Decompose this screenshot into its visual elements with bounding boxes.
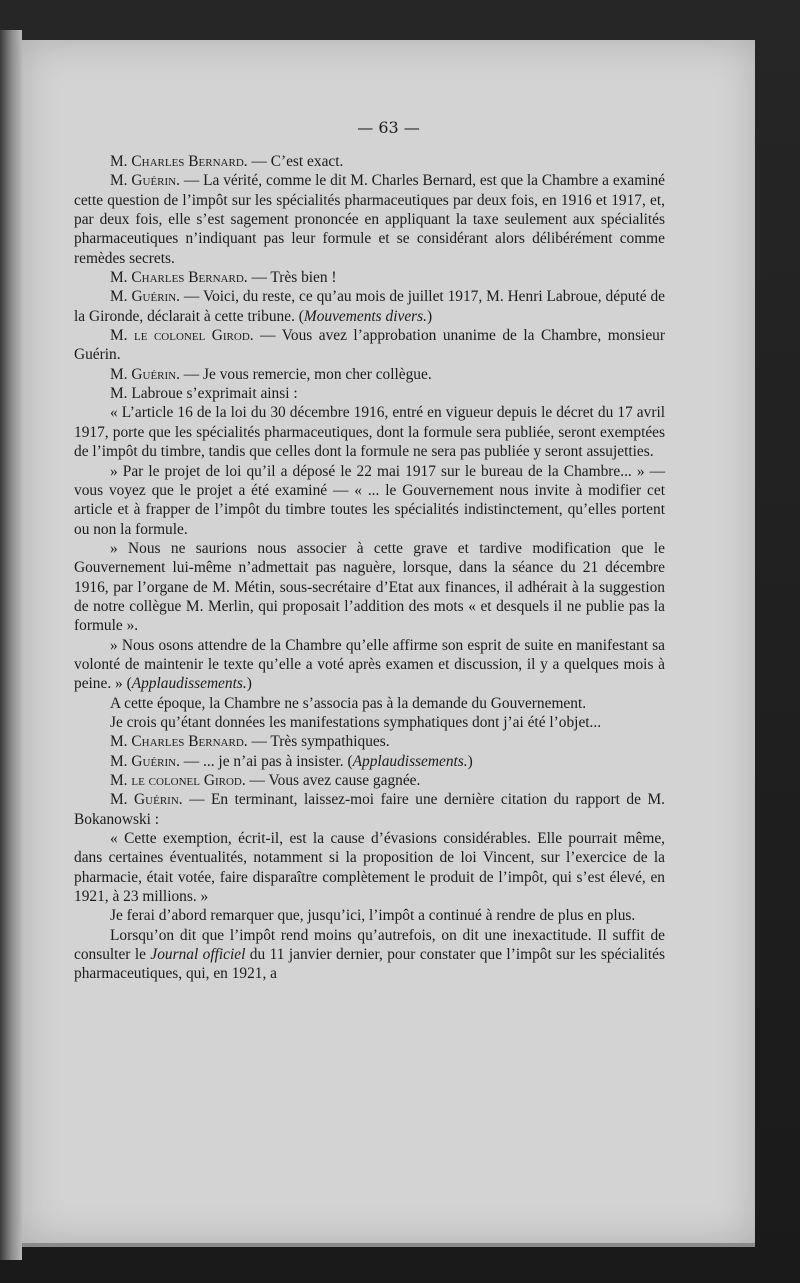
- paragraph-text: » Par le projet de loi qu’il a déposé le 22 mai 1917 sur le bureau de la Chambre... » — vous voyez que le projet a été examiné — « ... le Gouvernement nous invite à modifier cet article et à frapper de l’impôt du timbre toutes les spécialités indistinctement, qu’elles portent ou non la formule.: [74, 462, 665, 538]
- quoted-paragraph: [74, 829, 665, 906]
- quoted-paragraph: [74, 636, 665, 694]
- stage-direction: Applaudissements.: [131, 675, 247, 693]
- paragraph-text: A cette époque, la Chambre ne s’associa pas à la demande du Gouvernement.: [110, 694, 587, 712]
- paragraph-text: — ... je n’ai pas à insister. (: [179, 752, 353, 770]
- paragraph-text: — C’est exact.: [247, 153, 344, 170]
- paragraph-text: « Cette exemption, écrit-il, est la cause d’évasions considérables. Elle pourrait même, dans certaines éventualités, notamment si la proposition de loi Vincent, sur l’exercice de la pharmacie, était votée, faire disparaître complètement le produit de l’impôt, qui s’est élevé, en 1921, à 23 millions. »: [74, 830, 665, 906]
- paragraph-text-end: ): [426, 307, 433, 325]
- paragraph: [74, 365, 665, 384]
- paragraph-text: — Vous avez cause gagnée.: [245, 772, 421, 789]
- paragraph-text: Je ferai d’abord remarquer que, jusqu’ici, l’impôt a continué à rendre de plus en plus.: [110, 907, 636, 925]
- paragraph-text: M. Labroue s’exprimait ainsi :: [110, 385, 298, 403]
- stage-direction: Applaudissements.: [352, 752, 468, 770]
- paragraph: [74, 906, 665, 925]
- paragraph-text-end: ): [246, 675, 252, 693]
- publication-title: Journal officiel: [150, 946, 246, 964]
- paragraph: [74, 268, 665, 287]
- speaker-name: M. le colonel Girod.: [110, 772, 246, 789]
- paragraph-text: » Nous osons attendre de la Chambre qu’elle affirme son esprit de suite en manifestant sa volonté de maintenir le texte qu’elle a voté après examen et discussion, il y a quelques mois à peine. » (: [74, 636, 665, 693]
- paragraph-text: Je crois qu’étant données les manifestations symphatiques dont j’ai été l’objet...: [110, 713, 602, 731]
- paragraph-text: — Très sympathiques.: [247, 733, 390, 751]
- paragraph-text: » Nous ne saurions nous associer à cette grave et tardive modification que le Gouvernement lui-même n’admettait pas naguère, lorsque, dans la séance du 21 décembre 1916, par l’organe de M. Métin, sous-secrétaire d’Etat aux finances, il adhérait à la suggestion de notre collègue M. Merlin, qui proposait l’addition des mots « et desquels il ne publie pas la formule ».: [74, 539, 665, 635]
- paragraph: [74, 713, 665, 732]
- speaker-name: M. Charles Bernard.: [110, 733, 248, 751]
- paragraph: [74, 171, 665, 268]
- document-page: [22, 40, 755, 1243]
- speaker-name: M. Guérin.: [110, 288, 181, 306]
- paragraph-text: — Je vous remercie, mon cher collègue.: [179, 365, 432, 383]
- stage-direction: Mouvements divers.: [303, 307, 427, 325]
- page-number: — 63 —: [357, 118, 420, 137]
- speaker-name: M. Guérin.: [110, 365, 180, 383]
- paragraph: [74, 694, 665, 713]
- paragraph: [74, 752, 665, 771]
- paragraph: [74, 287, 665, 326]
- paragraph-text: — Voici, du reste, ce qu’au mois de juillet 1917, M. Henri Labroue, député de la Gironde, déclarait à cette tribune. (: [74, 288, 665, 325]
- quoted-paragraph: [74, 539, 665, 636]
- paragraph-text: Lorsqu’on dit que l’impôt rend moins qu’autrefois, on dit une inexactitude. Il suffit de consulter le: [74, 926, 665, 964]
- paragraph-text: — Vous avez l’approbation unanime de la Chambre, monsieur Guérin.: [74, 327, 665, 364]
- paragraph-text: — En terminant, laissez-moi faire une dernière citation du rapport de M. Bokanowski :: [74, 791, 666, 828]
- quoted-paragraph: [74, 462, 665, 539]
- paragraph-text: — La vérité, comme le dit M. Charles Bernard, est que la Chambre a examiné cette question de l’impôt sur les spécialités pharmaceutiques par deux fois, en 1916 et 1917, et, par deux fois, elle s’est sagement prononcée en appliquant la taxe seulement aux spécialités pharmaceutiques n’indiquant pas leur formule et se considérant alors délibérément comme remèdes secrets.: [74, 172, 666, 267]
- paragraph: [74, 326, 665, 365]
- paragraph-text-end: du 11 janvier dernier, pour constater que l’impôt sur les spécialités pharmaceutiques, qui, en 1921, a: [74, 946, 665, 983]
- page-body: [74, 152, 665, 984]
- paragraph-text: — Très bien !: [247, 269, 337, 287]
- speaker-name: M. Guérin.: [110, 791, 183, 809]
- speaker-name: M. le colonel Girod.: [110, 327, 254, 345]
- paragraph: [74, 384, 665, 403]
- speaker-name: M. Charles Bernard.: [110, 153, 248, 170]
- paragraph: [74, 732, 665, 751]
- paragraph: [74, 926, 665, 984]
- page-bottom-edge: [22, 1243, 755, 1247]
- paragraph: [74, 771, 665, 790]
- paragraph-text: « L’article 16 de la loi du 30 décembre 1916, entré en vigueur depuis le décret du 17 avril 1917, porte que les spécialités pharmaceutiques, dont la formule sera publiée, seront exemptées de l’impôt du timbre, tandis que celles dont la formule ne sera pas publiée y seront assujetties.: [74, 404, 665, 461]
- speaker-name: M. Guérin.: [110, 752, 180, 770]
- speaker-name: M. Charles Bernard.: [110, 269, 248, 287]
- paragraph: [74, 152, 665, 171]
- speaker-name: M. Guérin.: [110, 172, 180, 190]
- quoted-paragraph: [74, 403, 665, 461]
- paragraph: [74, 790, 665, 829]
- paragraph-text-end: ): [467, 752, 473, 770]
- adjacent-page-edge: [0, 30, 22, 1260]
